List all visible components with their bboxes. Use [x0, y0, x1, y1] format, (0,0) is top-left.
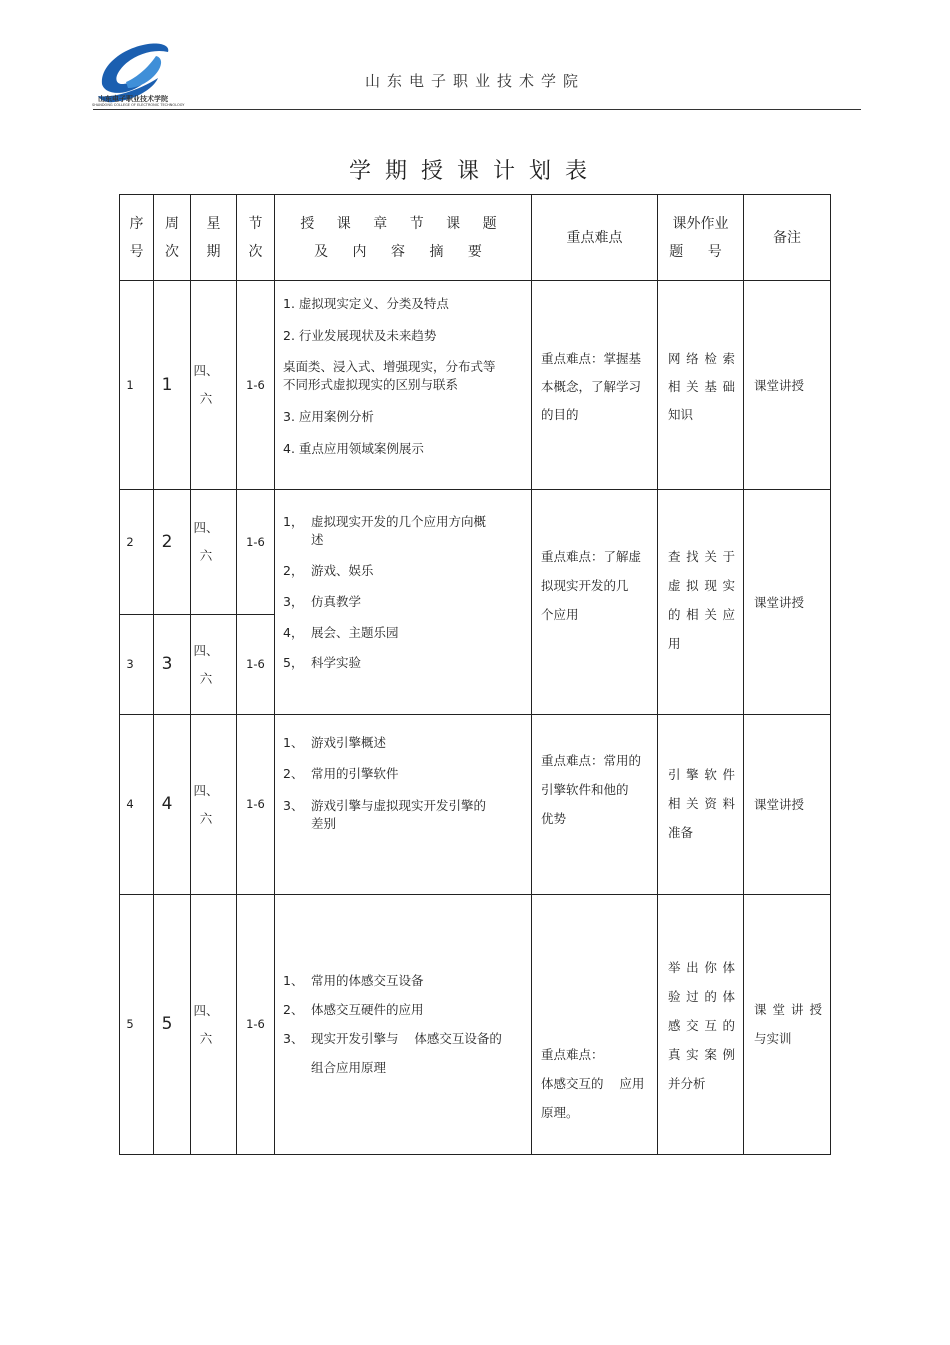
row4-key-points: 重点难点：常用的 引擎软件和他的 优势	[541, 753, 642, 826]
row3-seq: 3	[126, 657, 134, 671]
row2-3-key-points: 重点难点：了解虚 拟现实开发的几 个应用	[541, 549, 642, 622]
row3-week: 3	[161, 654, 173, 674]
school-name: 山东电子职业技术学院	[364, 72, 585, 90]
row4-week: 4	[161, 794, 173, 814]
row2-period: 1-6	[246, 534, 265, 549]
row2-3-homework: 查找关于 虚拟现实 的相关应 用	[668, 549, 735, 651]
row5-week: 5	[161, 1014, 173, 1034]
row4-content: 1、 游戏引擎概述 2、 常用的引擎软件 3、 游戏引擎与虚拟现实开发引擎的 差别	[283, 735, 487, 831]
row5-homework: 举出你体 验过的体 感交互的 真实案例 并分析	[668, 960, 735, 1091]
row3-period: 1-6	[246, 657, 265, 671]
row4-note: 课堂讲授	[754, 797, 805, 812]
row4-homework: 引擎软件 相关资料 准备	[668, 767, 735, 840]
header-note: 备注	[773, 229, 801, 246]
row5-content: 1、 常用的体感交互设备 2、 体感交互硬件的应用 3、 现实开发引擎与 体感交互设备的 组合应用原理	[283, 973, 502, 1075]
row2-seq: 2	[126, 534, 134, 549]
row2-3-note: 课堂讲授	[754, 594, 805, 610]
row1-day: 四、 六	[193, 363, 219, 406]
row5-period: 1-6	[246, 1017, 265, 1031]
logo-caption: 山东电子职业技术学院 SHANDONG COLLEGE OF ELECTRONIC TECHNOLOGY	[92, 95, 185, 107]
page-title: 学期授课计划表	[348, 159, 601, 184]
row1-period: 1-6	[246, 377, 265, 392]
row4-period: 1-6	[246, 797, 265, 811]
course-plan-table	[119, 194, 831, 1155]
row1-key-points: 重点难点：掌握基 本概念，了解学习 的目的	[541, 351, 642, 422]
row1-content: 1. 虚拟现实定义、分类及特点 2. 行业发展现状及未来趋势 桌面类、浸入式、增强现实，分布式等 不同形式虚拟现实的区别与联系 3. 应用案例分析 4. 重点应用领域案例展示	[283, 296, 496, 456]
header-homework: 课外作业 题 号	[669, 215, 732, 260]
row2-week: 2	[161, 531, 173, 552]
row4-day: 四、 六	[193, 782, 219, 826]
row1-seq: 1	[126, 377, 134, 392]
row5-day: 四、 六	[193, 1002, 219, 1046]
row5-note: 课堂讲授 与实训	[754, 1002, 822, 1046]
row1-homework: 网络检索 相关基础 知识	[668, 351, 735, 422]
header-key-points: 重点难点	[566, 229, 623, 246]
row1-week: 1	[161, 374, 173, 395]
row1-note: 课堂讲授	[754, 377, 805, 393]
row4-seq: 4	[126, 797, 134, 811]
header-week: 周 次	[165, 215, 179, 260]
row2-3-content: 1， 虚拟现实开发的几个应用方向概 述 2， 游戏、娱乐 3， 仿真教学 4， 展会、主题乐园 5， 科学实验	[283, 514, 487, 670]
row5-seq: 5	[126, 1017, 134, 1031]
header-day: 星 期	[206, 215, 221, 260]
header-period: 节 次	[248, 215, 263, 260]
row5-key-points: 重点难点： 体感交互的 应用 原理。	[541, 1047, 645, 1120]
row2-day: 四、 六	[193, 520, 219, 563]
header-rule	[93, 109, 861, 110]
header-content: 授 课 章 节 课 题 及 内 容 摘 要	[300, 215, 506, 260]
row3-day: 四、 六	[193, 642, 219, 686]
header-seq: 序 号	[129, 215, 144, 260]
